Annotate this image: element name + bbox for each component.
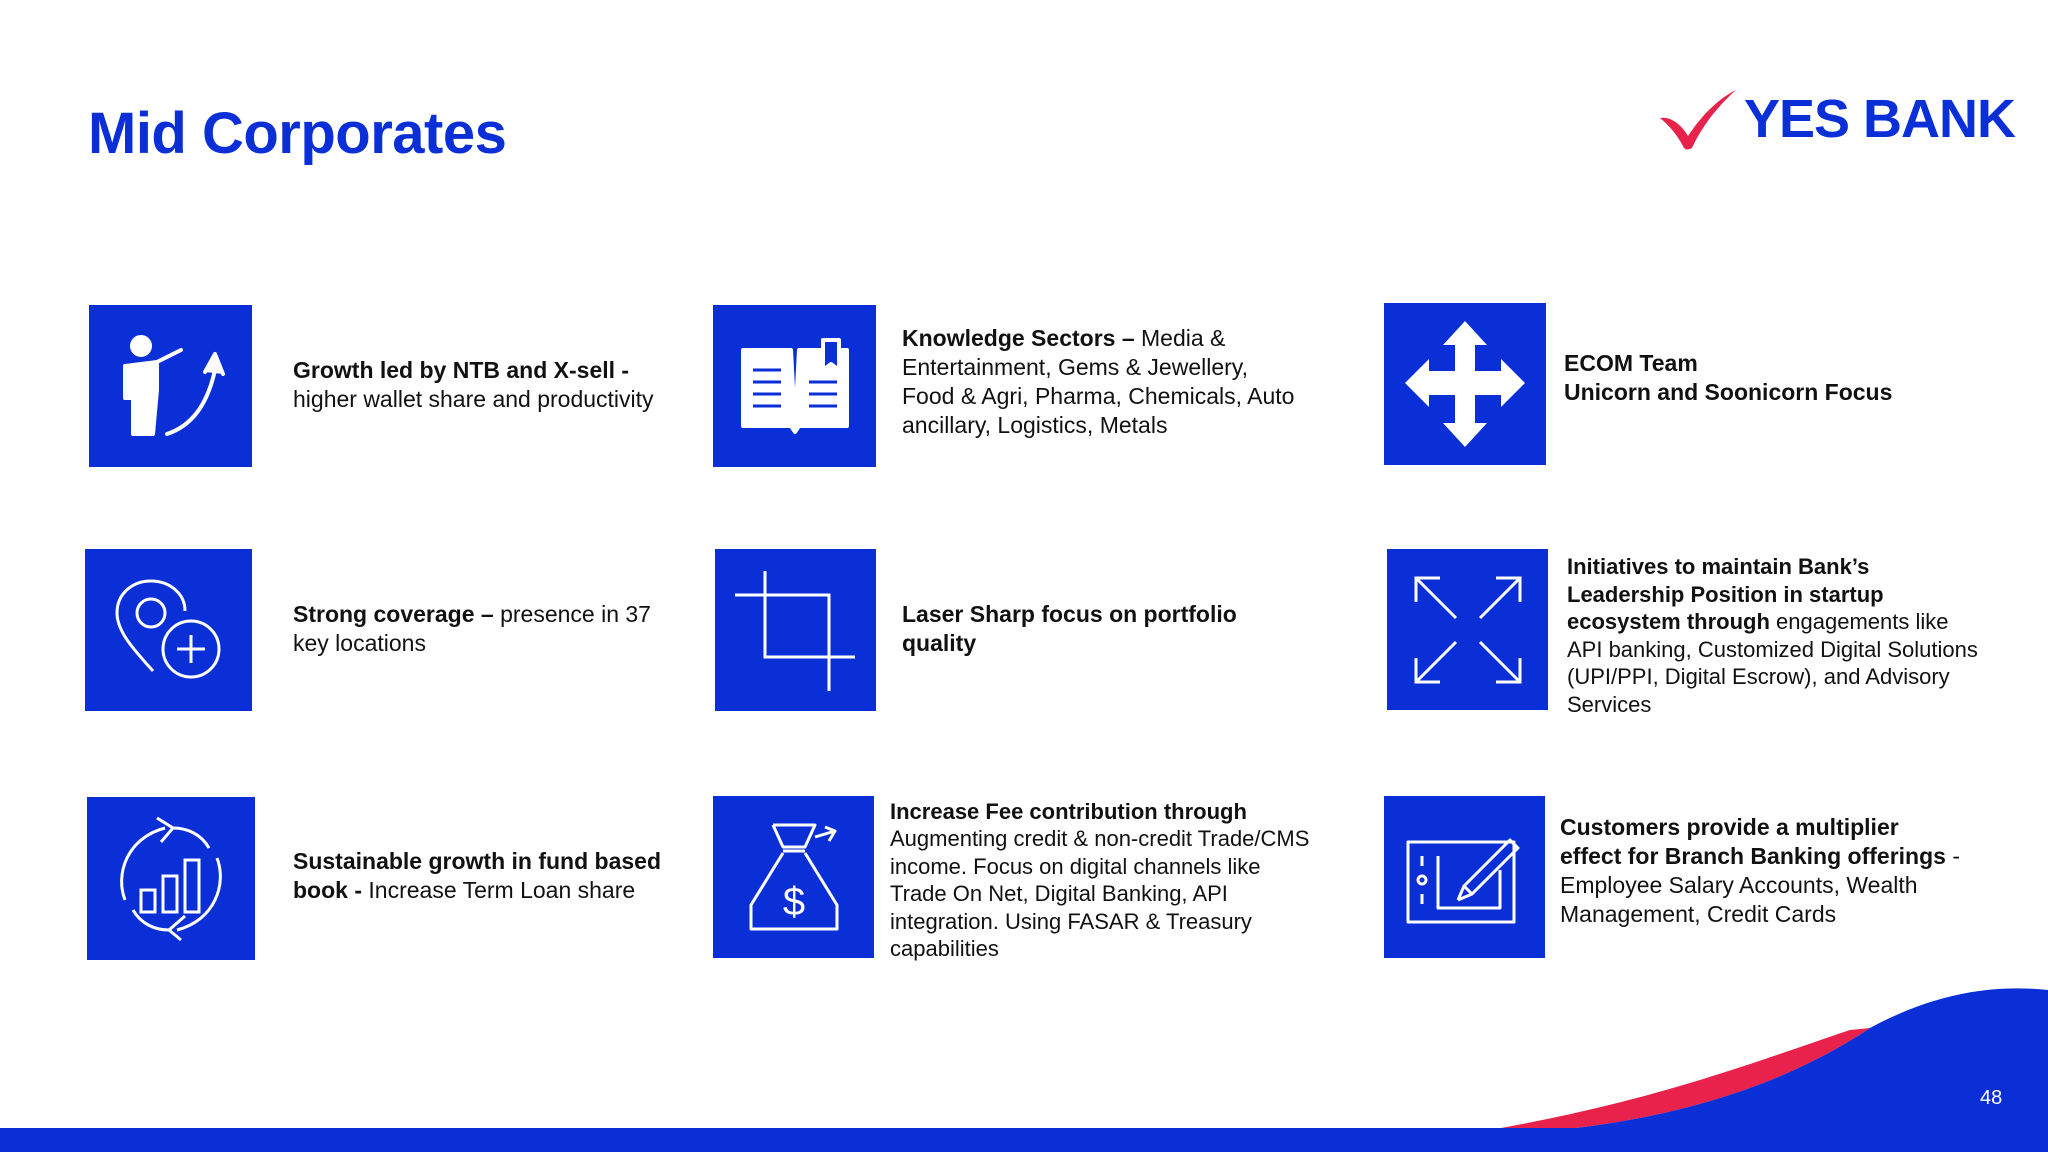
tile-2-text	[902, 318, 1302, 446]
page-title: Mid Corporates	[88, 101, 507, 166]
tile-2-body: Media & Entertainment, Gems & Jewellery, Food & Agri, Pharma, Chemicals, Auto ancillary, Logistics, Metals	[902, 325, 1295, 438]
tile-7-bold: Sustainable growth in fund based book -	[293, 848, 662, 903]
tile-5-text	[902, 598, 1282, 660]
tile-8-text	[890, 797, 1310, 963]
tile-5-icon-box	[715, 549, 876, 711]
tile-6-bold: Initiatives to maintain Bank’s Leadership Position in startup ecosystem through	[1567, 554, 1884, 634]
money-bag-icon	[739, 817, 849, 937]
tile-6-body: engagements like API banking, Customized Digital Solutions (UPI/PPI, Digital Escrow), and Advisory Services	[1567, 609, 1978, 717]
footer-bar	[0, 1128, 2048, 1152]
brand-name: YES BANK	[1744, 89, 2016, 149]
tile-1-icon-box	[89, 305, 252, 467]
page-number: 48	[1980, 1087, 2003, 1109]
tile-7-text	[293, 828, 673, 924]
four-way-arrows-icon	[1403, 319, 1527, 449]
tile-6-icon-box	[1387, 549, 1548, 710]
tile-5-bold: Laser Sharp focus on portfolio quality	[902, 601, 1237, 656]
tile-1-bold: Growth led by NTB and X-sell -	[293, 357, 630, 383]
tile-8-bold: Increase Fee contribution through	[890, 798, 1247, 824]
svg-text:$: $	[782, 880, 805, 924]
tile-9-icon-box	[1384, 796, 1545, 958]
open-book-bookmark-icon	[735, 336, 855, 436]
tile-8-icon-box	[713, 796, 874, 958]
tile-4-bold: Strong coverage –	[293, 601, 494, 627]
tile-1-text	[293, 330, 673, 440]
tile-4-text	[293, 598, 673, 660]
tile-3-text	[1564, 348, 1964, 408]
tablet-pen-icon	[1400, 822, 1530, 932]
presenter-growth-arrow-icon	[111, 326, 231, 446]
tile-7-body: Increase Term Loan share	[362, 877, 636, 903]
tile-9-body: - Employee Salary Accounts, Wealth Management, Credit Cards	[1560, 842, 1960, 927]
tile-2-icon-box	[713, 305, 876, 467]
tile-4-body: presence in 37 key locations	[293, 601, 651, 656]
location-pin-plus-icon	[109, 575, 229, 685]
tile-6-text	[1567, 548, 1987, 723]
tile-3-bold: ECOM Team Unicorn and Soonicorn Focus	[1564, 350, 1893, 405]
tile-7-icon-box	[87, 797, 255, 960]
tile-9-bold: Customers provide a multiplier effect for Branch Banking offerings	[1560, 813, 1946, 869]
tile-8-body: Augmenting credit & non-credit Trade/CMS income. Focus on digital channels like Trade On Net, Digital Banking, API integration. Using FASAR & Treasury capabilities	[890, 826, 1310, 961]
tile-4-icon-box	[85, 549, 252, 711]
tile-3-icon-box	[1384, 303, 1546, 465]
growth-chart-cycle-icon	[111, 814, 231, 944]
tile-2-bold: Knowledge Sectors –	[902, 325, 1135, 351]
tile-9-text	[1560, 798, 1960, 943]
expand-arrows-icon	[1408, 570, 1528, 690]
tile-1-body: higher wallet share and productivity	[293, 386, 654, 412]
crop-icon	[731, 565, 861, 695]
